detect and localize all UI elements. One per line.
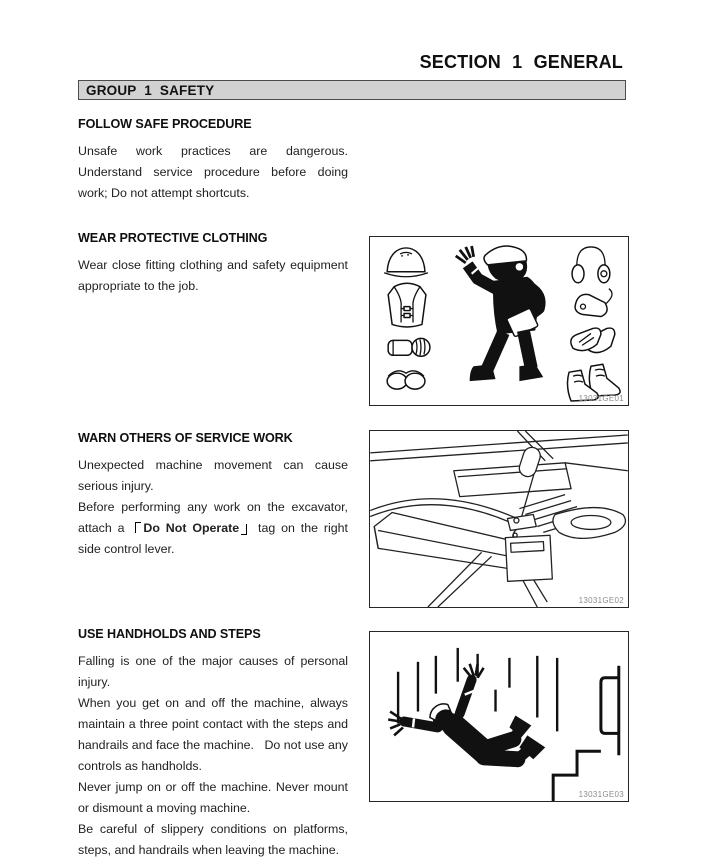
section-use-handholds-and-steps [78, 627, 348, 860]
section-paragraph-tag-sentence [78, 497, 348, 560]
corner-bracket-close-icon [241, 524, 247, 535]
falling-worker [388, 664, 545, 759]
protective-clothing-illustration [370, 237, 628, 405]
section-warn-others-of-service-work [78, 431, 348, 560]
section-paragraph: Be careful of slippery conditions on platforms, steps, and handrails when leaving the machine. [78, 822, 348, 857]
page-title: SECTION 1 GENERAL [419, 52, 623, 72]
do-not-operate-label: Do Not Operate [143, 521, 240, 535]
figure-protective-clothing [369, 236, 629, 406]
group-title: GROUP 1 SAFETY [86, 82, 215, 98]
figure-code: 13031GE02 [578, 596, 624, 605]
motion-lines [398, 648, 557, 732]
section-paragraph: Falling is one of the major causes of personal injury. [78, 654, 348, 689]
tag-sentence-after: tag on the right side control lever. [78, 521, 349, 556]
figure-code: 13031GE01 [578, 394, 624, 403]
ear-plugs-icon [388, 338, 430, 356]
section-heading: WARN OTHERS OF SERVICE WORK [78, 431, 293, 445]
section-heading: WEAR PROTECTIVE CLOTHING [78, 231, 268, 245]
worker-silhouette [456, 246, 543, 381]
hard-hat-icon [384, 248, 428, 277]
figure-falling-person [369, 631, 629, 802]
figure-do-not-operate-tag [369, 430, 629, 608]
tag-sentence-before: Before performing any work on the excavator, attach a [78, 500, 348, 535]
section-paragraph: Never jump on or off the machine. Never mount or dismount a moving machine. [78, 780, 348, 815]
respirator-icon [575, 289, 612, 317]
gloves-icon [571, 328, 615, 353]
group-header-bar [78, 80, 626, 100]
tag-on-lever-illustration [370, 431, 628, 607]
operator-seat [553, 508, 626, 539]
safety-vest-icon [388, 283, 426, 327]
section-heading: USE HANDHOLDS AND STEPS [78, 627, 261, 641]
handrail [601, 666, 619, 755]
warning-tag [505, 529, 552, 581]
corner-bracket-open-icon [135, 522, 141, 533]
section-wear-protective-clothing [78, 231, 348, 297]
section-paragraph: When you get on and off the machine, always maintain a three point contact with the steps and handrails and face the machine. Do not use any controls as handholds. [78, 696, 348, 773]
goggles-icon [387, 371, 425, 389]
ear-muffs-icon [572, 247, 610, 283]
section-paragraph: Unexpected machine movement can cause serious injury. [78, 458, 348, 493]
section-paragraph: Unsafe work practices are dangerous. Understand service procedure before doing work; Do not attempt shortcuts. [78, 144, 348, 200]
section-follow-safe-procedure [78, 117, 348, 204]
section-heading: FOLLOW SAFE PROCEDURE [78, 117, 252, 131]
falling-person-illustration [370, 632, 628, 801]
section-paragraph: Wear close fitting clothing and safety equipment appropriate to the job. [78, 258, 348, 293]
figure-code: 13031GE03 [578, 790, 624, 799]
